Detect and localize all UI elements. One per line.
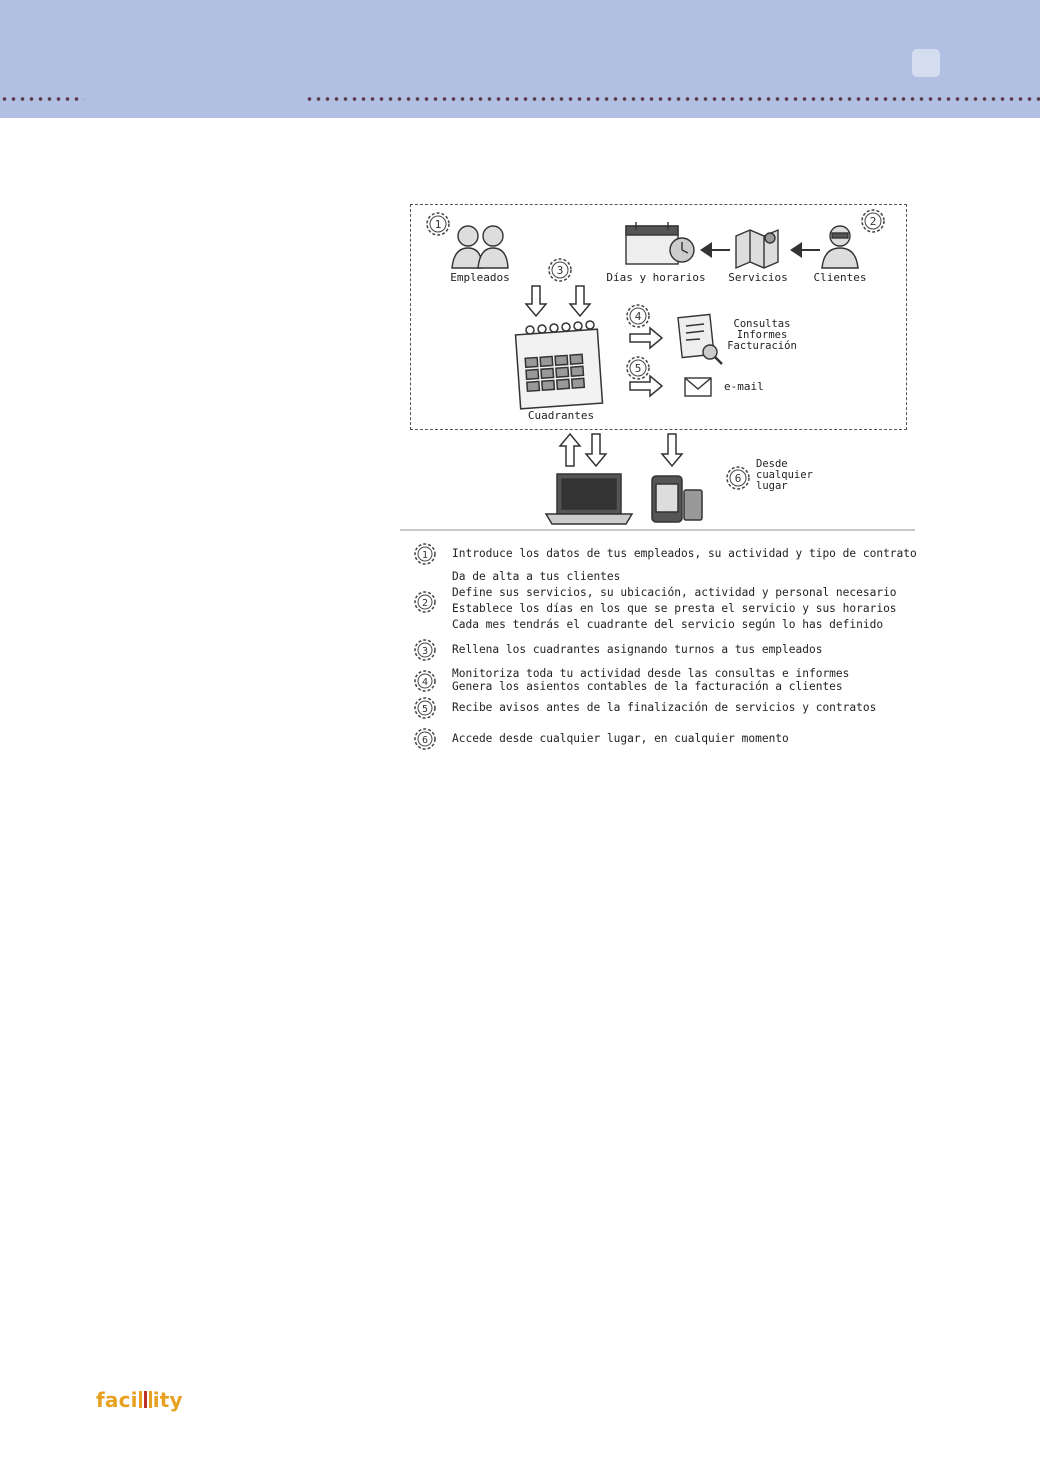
sync-arrows <box>560 434 682 466</box>
step-4-line-2: Genera los asientos contables de la facturación a clientes <box>452 680 843 693</box>
step-2-line-2: Define sus servicios, su ubicación, actividad y personal necesario <box>452 586 897 599</box>
calendar-clock-icon <box>626 222 694 264</box>
label-servicios: Servicios <box>728 271 788 284</box>
label-facturacion: Facturación <box>727 340 797 352</box>
svg-text:4: 4 <box>634 310 642 323</box>
step-4-line-1: Monitoriza toda tu actividad desde las consultas e informes <box>452 667 850 680</box>
label-desde-block <box>756 459 813 492</box>
label-informes: Informes <box>736 329 788 341</box>
svg-text:4: 4 <box>421 677 429 688</box>
step-5-line-1: Recibe avisos antes de la finalización de servicios y contratos <box>452 701 877 714</box>
svg-text:5: 5 <box>421 704 429 715</box>
laptop-icon <box>546 474 632 524</box>
label-consultas-block <box>727 319 797 352</box>
step-1-line-1: Introduce los datos de tus empleados, su actividad y tipo de contrato <box>452 547 917 560</box>
label-empleados: Empleados <box>450 271 510 284</box>
label-lugar: lugar <box>756 480 788 492</box>
down-arrows-cuadrantes <box>526 286 590 316</box>
phone-icon <box>652 476 702 522</box>
gear-icon-step-2 <box>859 207 887 235</box>
svg-text:5: 5 <box>634 362 642 375</box>
gear-icon-step-1 <box>424 210 452 238</box>
svg-text:3: 3 <box>556 264 564 277</box>
gear-icon-step-6 <box>724 464 752 492</box>
cuadrantes-calendar-icon <box>516 321 603 409</box>
diagram-illustrations <box>400 196 915 536</box>
gear-icon-step-3 <box>546 256 574 284</box>
svg-text:3: 3 <box>421 646 429 657</box>
step-2-line-1: Da de alta a tus clientes <box>452 570 621 583</box>
logo-bar-3 <box>149 1391 152 1408</box>
label-consultas: Consultas <box>733 318 791 330</box>
step-2-line-3: Establece los días en los que se presta el servicio y sus horarios <box>452 602 897 615</box>
label-dias-horarios: Días y horarios <box>606 271 706 284</box>
logo-bar-2 <box>144 1391 147 1408</box>
gear-icon-step-5 <box>624 354 652 382</box>
label-clientes: Clientes <box>813 271 867 284</box>
gear-icon-list-3 <box>412 637 438 663</box>
svg-text:6: 6 <box>421 735 429 746</box>
dotted-rule-left <box>0 95 84 103</box>
steps-divider <box>400 529 915 531</box>
gear-icon-list-4 <box>412 668 438 694</box>
mail-icon <box>685 378 711 396</box>
workflow-diagram <box>400 196 915 756</box>
dotted-rule-right <box>305 95 1040 103</box>
logo-text-left: faci <box>96 1388 138 1412</box>
label-cuadrantes: Cuadrantes <box>527 409 595 422</box>
step-6-line-1: Accede desde cualquier lugar, en cualquier momento <box>452 732 789 745</box>
report-icon <box>678 314 722 364</box>
client-icon <box>822 226 858 268</box>
employees-icon <box>452 226 508 268</box>
page-number-badge <box>912 49 940 77</box>
label-email: e-mail <box>724 380 764 393</box>
logo-bar-1 <box>139 1391 142 1408</box>
svg-text:2: 2 <box>421 598 429 609</box>
label-cualquier: cualquier <box>756 469 813 481</box>
header-band <box>0 0 1040 118</box>
step-3-line-1: Rellena los cuadrantes asignando turnos a tus empleados <box>452 643 823 656</box>
label-desde: Desde <box>756 458 788 470</box>
svg-text:2: 2 <box>869 215 877 228</box>
svg-text:6: 6 <box>734 472 742 485</box>
gear-icon-list-6 <box>412 726 438 752</box>
facility-logo <box>96 1388 183 1412</box>
logo-text-right: ity <box>152 1388 183 1412</box>
gear-icon-step-4 <box>624 302 652 330</box>
gear-icon-list-5 <box>412 695 438 721</box>
gear-icon-list-2 <box>412 589 438 615</box>
map-icon <box>736 230 778 268</box>
gear-icon-list-1 <box>412 541 438 567</box>
step-2-line-4: Cada mes tendrás el cuadrante del servicio según lo has definido <box>452 618 884 631</box>
svg-text:1: 1 <box>421 550 429 561</box>
svg-text:1: 1 <box>434 218 442 231</box>
